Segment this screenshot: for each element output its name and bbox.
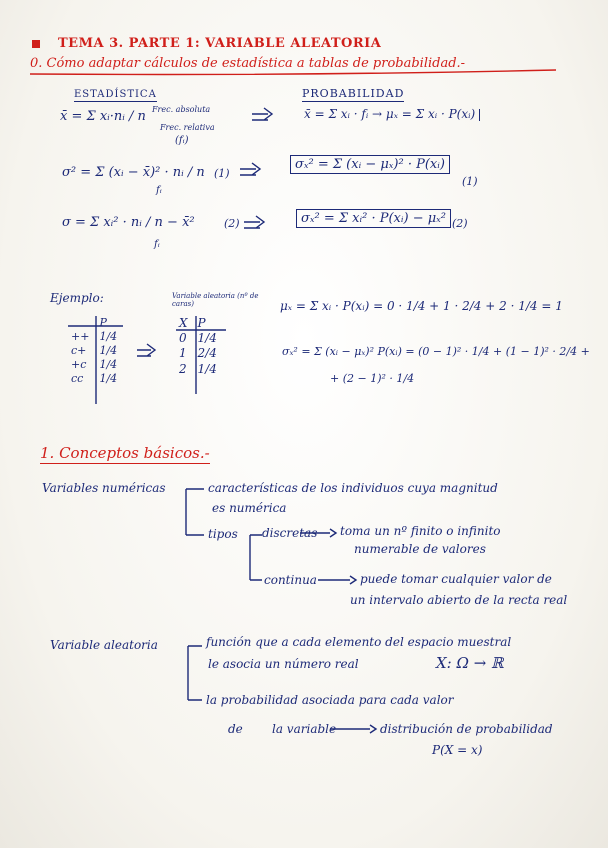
variables-numericas-label: Variables numéricas [42,481,166,495]
table-row: c+ 1/4 [71,344,118,358]
arrow-2 [240,163,260,175]
note-frec-absoluta: Frec. absoluta [152,105,211,114]
variable-aleatoria-map: X: Ω → ℝ [436,654,504,672]
arrow-1 [252,108,272,120]
probabilidad-def-3: distribución de probabilidad [380,722,553,736]
sd-prob-number-2: (2) [452,217,468,230]
example-note: Variable aleatoria (nº de caras) [172,292,259,309]
note-frec-relativa: Frec. relativa [160,123,215,132]
heading-estadistica: ESTADÍSTICA [74,89,157,100]
probabilidad-def-2-pre: de [228,722,243,736]
page-title: TEMA 3. PARTE 1: VARIABLE ALEATORIA [58,36,382,51]
example-label: Ejemplo: [50,291,104,305]
bullet-icon [32,40,40,48]
example-variance-equation-1: σₓ² = Σ (xᵢ − μₓ)² P(xᵢ) = (0 − 1)² · 1/4 + (1 − 1)² · 2/4 + [282,345,590,358]
tipos-label: tipos [208,527,238,541]
arrow-3 [244,216,264,228]
section1-title: 1. Conceptos básicos.- [40,444,210,462]
continua-def-1: puede tomar cualquier valor de [360,572,552,586]
mean-probability: x̄ = Σ xᵢ · fᵢ → μₓ = Σ xᵢ · P(xᵢ) [304,108,480,121]
sd-fi: fᵢ [154,239,160,250]
probabilidad-def-1: la probabilidad asociada para cada valor [206,693,454,707]
variance-probability: σₓ² = Σ (xᵢ − μₓ)² · P(xᵢ) [290,158,450,171]
variance-fi: fᵢ [156,185,162,196]
variable-aleatoria-label: Variable aleatoria [50,638,158,652]
sd-number-2: (2) [224,217,240,230]
discretas-def-2: numerable de valores [354,542,486,556]
arrow-4 [137,344,155,356]
probabilidad-def-2: la variable [272,722,337,736]
table-row: +c 1/4 [71,358,118,372]
table-row: 1 2/4 [179,346,217,361]
mean-statistics: x̄ = Σ xᵢ·nᵢ / n [60,109,146,124]
variance-number-1: (1) [214,167,230,180]
discretas-def-1: toma un nº finito o infinito [340,524,501,538]
probabilidad-def-4: P(X = x) [432,743,483,757]
table-row: 0 1/4 [179,331,217,346]
heading-probabilidad: PROBABILIDAD [302,87,405,100]
example-mean-equation: μₓ = Σ xᵢ · P(xᵢ) = 0 · 1/4 + 1 · 2/4 + 2 · 1/4 = 1 [280,299,563,313]
variables-numericas-def-2: es numérica [212,501,287,515]
variable-aleatoria-def-2: le asocia un número real [208,657,359,671]
sd-probability: σₓ² = Σ xᵢ² · P(xᵢ) − μₓ² [296,212,451,225]
variable-aleatoria-def-1: función que a cada elemento del espacio muestral [206,635,512,649]
example-table-distribution: X P 0 1/4 1 2/4 2 1/4 [174,316,222,377]
table-row: cc 1/4 [71,372,118,386]
table-row: 2 1/4 [179,361,217,376]
example-table-outcomes: P ++ 1/4 c+ 1/4 +c 1/4 cc 1/4 [66,316,122,386]
variance-prob-number-1: (1) [462,175,478,188]
variables-numericas-def-1: características de los individuos cuya magnitud [208,481,498,495]
note-fi: (fᵢ) [175,135,189,146]
continua-label: continua [264,573,317,587]
example-variance-equation-2: + (2 − 1)² · 1/4 [330,372,415,385]
sd-statistics: σ = Σ xᵢ² · nᵢ / n − x̄² [62,215,195,230]
continua-def-2: un intervalo abierto de la recta real [350,593,568,607]
section0-title: 0. Cómo adaptar cálculos de estadística a tablas de probabilidad.- [30,56,466,71]
discretas-label: discretas [262,526,318,540]
table-row: ++ 1/4 [71,330,118,344]
variance-statistics: σ² = Σ (xᵢ − x̄)² · nᵢ / n [62,165,205,180]
